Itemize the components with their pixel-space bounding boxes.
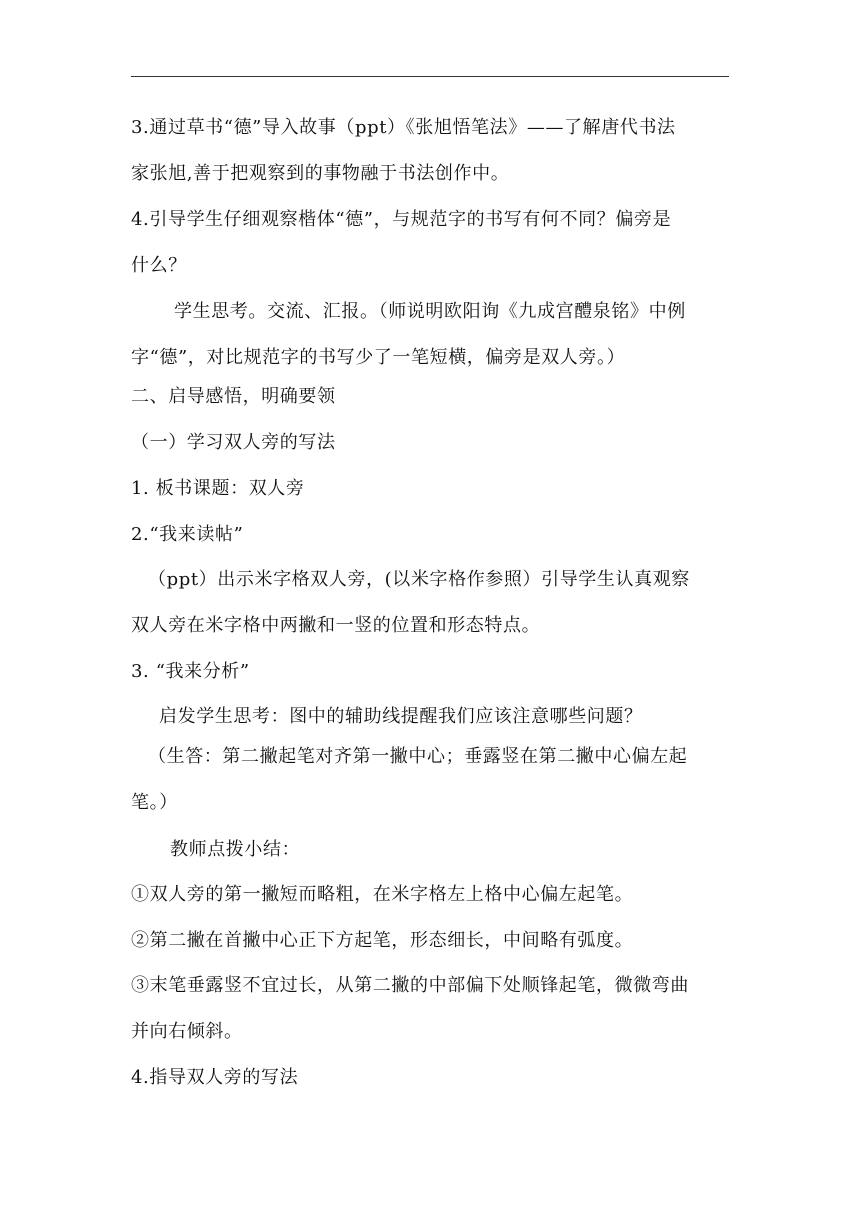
item-3-title: 3. “我来分析” — [131, 661, 250, 682]
list-item-3-line1: ③末笔垂露竖不宜过长，从第二撇的中部偏下处顺锋起笔，微微弯曲 — [131, 975, 689, 996]
paragraph-summary-title: 教师点拨小结： — [170, 839, 301, 860]
header-rule — [131, 76, 729, 77]
item-4-title: 4.指导双人旁的写法 — [131, 1067, 299, 1088]
paragraph-ppt-line1: （ppt）出示米字格双人旁，(以米字格作参照）引导学生认真观察 — [148, 569, 690, 590]
item-2-title: 2.“我来读帖” — [131, 524, 244, 545]
paragraph-step4-line1: 4.引导学生仔细观察楷体“德”，与规范字的书写有何不同？偏旁是 — [131, 209, 672, 230]
paragraph-prompt: 启发学生思考：图中的辅助线提醒我们应该注意哪些问题？ — [159, 706, 643, 727]
paragraph-step3-line2: 家张旭,善于把观察到的事物融于书法创作中。 — [131, 163, 510, 184]
subsection-heading-1: （一）学习双人旁的写法 — [131, 432, 336, 453]
paragraph-answer-line1: （生答：第二撇起笔对齐第一撇中心；垂露竖在第二撇中心偏左起 — [148, 746, 688, 767]
list-item-1: ①双人旁的第一撇短而略粗，在米字格左上格中心偏左起笔。 — [131, 884, 634, 905]
paragraph-student-reply-line2: 字“德”，对比规范字的书写少了一笔短横，偏旁是双人旁。） — [131, 347, 626, 368]
list-item-2: ②第二撇在首撇中心正下方起笔，形态细长，中间略有弧度。 — [131, 930, 634, 951]
section-heading-2: 二、启导感悟，明确要领 — [131, 386, 336, 407]
list-item-3-line2: 并向右倾斜。 — [131, 1021, 243, 1042]
paragraph-step3-line1: 3.通过草书“德”导入故事（ppt）《张旭悟笔法》——了解唐代书法 — [131, 117, 676, 138]
paragraph-ppt-line2: 双人旁在米字格中两撇和一竖的位置和形态特点。 — [131, 615, 541, 636]
item-1-title: 1. 板书课题：双人旁 — [131, 478, 305, 499]
paragraph-step4-line2: 什么？ — [131, 255, 187, 276]
paragraph-student-reply-line1: 学生思考。交流、汇报。（师说明欧阳询《九成宫醴泉铭》中例 — [174, 301, 686, 322]
paragraph-answer-line2: 笔。） — [131, 792, 178, 813]
